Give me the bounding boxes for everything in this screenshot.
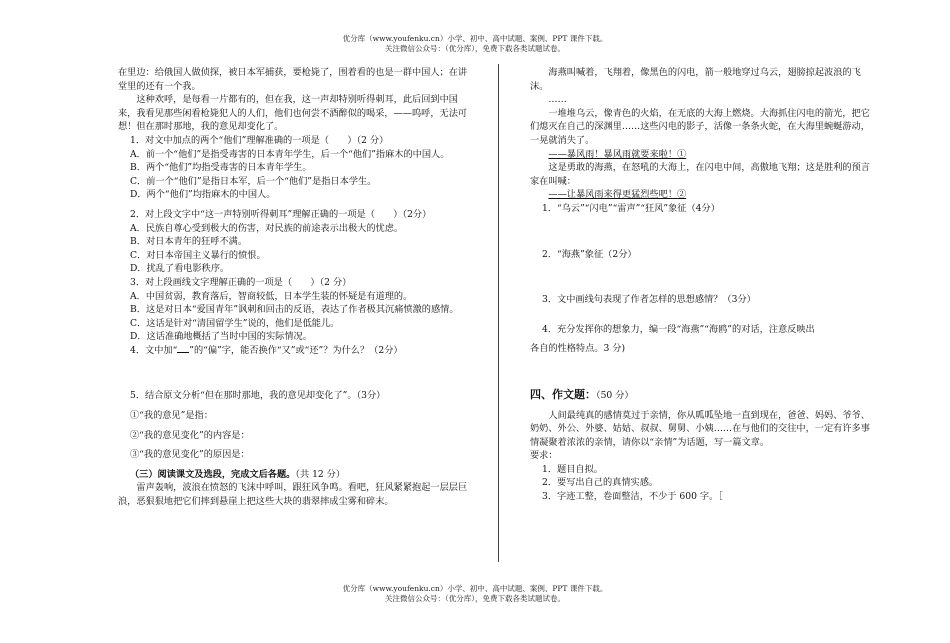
section-3-heading [118, 468, 474, 482]
petrel-para-4: ——暴风雨！暴风雨就要来啦！① [548, 148, 687, 160]
section-3-passage: 雷声轰响，波浪在愤怒的飞沫中呼叫，跟狂风争鸣。看吧，狂风紧紧抱起一层层巨浪，恶狠狠地把它们摔到悬崖上把这些大块的翡翠摔成尘雾和碎末。 [118, 482, 468, 508]
question-3-stem: 3．对上段画线文字理解正确的一项是（ ）（2 分） [130, 276, 352, 288]
section-3-points: （共 12 分） [295, 468, 346, 480]
page-header [0, 34, 950, 54]
petrel-para-2: …… [548, 94, 567, 106]
requirement-3: 3．字迹工整，卷面整洁，不少于 600 字。［ [542, 491, 723, 503]
question-2-option-b: B．对日本青年的狂呼不满。 [130, 236, 248, 248]
petrel-question-2: 2．“海燕”象征（2分） [542, 248, 637, 260]
passage-para-2: 这种欢呼，是每看一片都有的，但在我，这一声却特别听得刺耳，此后回到中国来，我看见那些闲看枪毙犯人的人们，他们也何尝不酒醉似的喝采，——呜呼，无法可想！但在那时那地，我的意见却变化了。 [118, 94, 468, 133]
question-3-option-a: A．中国贫弱，教育落后，智商较低，日本学生装的怀疑是有道理的。 [130, 290, 413, 302]
section-4-points: （50 分） [596, 389, 634, 401]
footer-line-2: 关注微信公众号：（优分库），免费下载各类试题试卷。 [385, 594, 565, 603]
question-4 [118, 344, 474, 358]
passage-para-1: 在里边：给俄国人做侦探，被日本军捕获，要枪毙了，围着看的也是一群中国人；在讲堂里的还有一个我。 [118, 67, 468, 92]
requirement-2: 2．要写出自己的真情实感。 [542, 477, 659, 489]
question-2-option-a: A．民族自尊心受到极大的伤害，对民族的前途表示出极大的忧虑。 [130, 222, 404, 234]
footer-line-1: 优分库（www.youfenku.cn）小学、初中、高中试题、案例、PPT 课件下载。 [342, 584, 608, 593]
left-column [118, 66, 474, 509]
question-1-option-a: A．前一个“他们”是指受毒害的日本青年学生，后一个“他们”指麻木的中国人。 [130, 148, 450, 160]
emphasis-mark-blank [177, 352, 189, 353]
requirement-1: 1．题目自拟。 [542, 463, 603, 475]
header-line-1: 优分库（www.youfenku.cn）小学、初中、高中试题、案例、PPT 课件下载。 [342, 34, 608, 43]
petrel-para-3: 一堆堆乌云，像青色的火焰，在无底的大海上燃烧。大海抓住闪电的箭光，把它们熄灭在自己的深渊里……这些闪电的影子，活像一条条火蛇，在大海里蜿蜒游动，一晃就消失了。 [530, 107, 870, 146]
petrel-question-1: 1．“乌云”“闪电”“雷声”“狂风”象征（4分） [542, 202, 720, 214]
question-2-stem: 2．对上段文字中“这一声特别听得刺耳”理解正确的一项是（ ）（2分） [130, 208, 432, 220]
question-1-stem: 1．对文中加点的两个“他们”理解准确的一项是（ ）（2 分） [130, 134, 389, 146]
question-1-option-c: C．前一个“他们”是指日本军，后一个“他们”是指日本学生。 [130, 175, 377, 187]
question-3-option-d: D．这话准确地概括了当时中国的实际情况。 [130, 331, 312, 343]
page-footer [0, 584, 950, 604]
petrel-question-3: 3．文中画线句表现了作者怎样的思想感情？（3分） [542, 294, 756, 306]
right-column [530, 66, 870, 504]
petrel-question-4-line-1: 4．充分发挥你的想象力，编一段“海燕”“海鸥”的对话，注意反映出 [542, 323, 815, 335]
section-4-heading [530, 388, 870, 403]
question-2-option-c: C．对日本帝国主义暴行的愤恨。 [130, 249, 266, 261]
question-5-stem: 5．结合原文分析“但在那时那地，我的意见却变化了”。（3分） [130, 390, 386, 402]
petrel-para-5: 这是勇敢的海燕，在怒吼的大海上，在闪电中间，高傲地飞翔；这是胜利的预言家在叫喊： [530, 162, 870, 187]
essay-prompt: 人间最纯真的感情莫过于亲情，你从呱呱坠地一直到现在，爸爸、妈妈、爷爷、奶奶、外公、外婆、姑姑、叔叔、舅舅、小姨……在与他们的交往中，一定有许多事情凝聚着浓浓的亲情，请你以“亲情”为话题，写一篇文章。 [530, 409, 870, 448]
question-3-option-b: B．这是对日本“爱国青年”讽刺和回击的反语，表达了作者极其沉痛愤激的感情。 C．这话是针对“清国留学生”说的，他们是低能儿。 [130, 304, 464, 329]
section-4-title: 四、作文题： [530, 387, 596, 401]
question-4-post: ”的“偏”字，能否换作“又”或“还”？为什么？（2分） [189, 344, 403, 356]
petrel-para-1: 海燕叫喊着，飞翔着，像黑色的闪电，箭一般地穿过乌云，翅膀掠起波浪的飞沫。 [530, 67, 861, 92]
question-5-sub-2: ②“我的意见变化”的内容是： [130, 429, 250, 441]
question-4-pre: 4．文中加“ [130, 344, 178, 356]
question-5-sub-3: ③“我的意见变化”的原因是： [130, 449, 250, 461]
question-5-sub-1: ①“我的意见”是指： [130, 410, 213, 422]
column-divider [498, 64, 499, 562]
requirements-label: 要求： [530, 450, 558, 462]
section-3-title: （三）阅读课文及选段，完成文后各题。 [130, 468, 296, 480]
petrel-question-4-line-2: 各自的性格特点。3 分) [530, 343, 626, 355]
question-1-option-b: B．两个“他们”均指受毒害的日本青年学生。 [130, 162, 312, 174]
question-1-option-d: D．两个“他们”均指麻木的中国人。 [130, 189, 276, 201]
header-line-2: 关注微信公众号：（优分库），免费下载各类试题试卷。 [385, 44, 565, 53]
petrel-para-6: ——让暴风雨来得更猛烈些吧！② [548, 189, 687, 201]
question-2-option-d: D．扰乱了看电影秩序。 [130, 263, 230, 275]
